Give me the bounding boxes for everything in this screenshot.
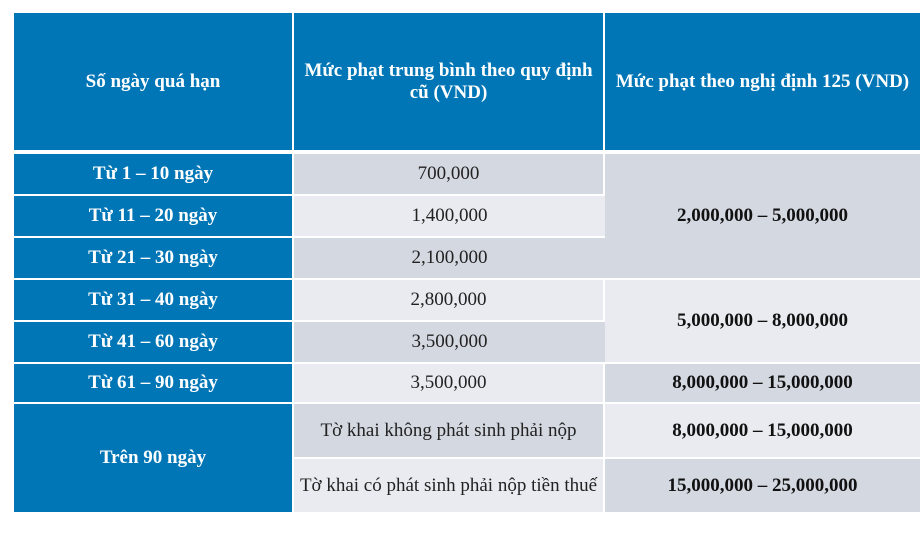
- row-period-label: Từ 61 – 90 ngày: [14, 364, 294, 404]
- header-old-fine: Mức phạt trung bình theo quy định cũ (VND): [294, 13, 605, 154]
- table-row: [14, 364, 920, 404]
- row-period-label: Từ 31 – 40 ngày: [14, 280, 294, 322]
- row-old-fine: 3,500,000: [294, 364, 605, 404]
- over-90-with-tax-new: 15,000,000 – 25,000,000: [605, 459, 920, 514]
- header-days-overdue: Số ngày quá hạn: [14, 13, 294, 154]
- header-new-fine: Mức phạt theo nghị định 125 (VND): [605, 13, 920, 154]
- over-90-no-tax-new: 8,000,000 – 15,000,000: [605, 404, 920, 459]
- row-period-label: Trên 90 ngày: [14, 404, 294, 514]
- row-period-label: Từ 21 – 30 ngày: [14, 238, 294, 280]
- table-row: [14, 404, 920, 459]
- row-old-fine: 2,800,000: [294, 280, 605, 322]
- penalty-comparison-table: [14, 13, 920, 514]
- over-90-no-tax-old: Tờ khai không phát sinh phải nộp: [294, 404, 605, 459]
- row-period-label: Từ 41 – 60 ngày: [14, 322, 294, 364]
- row-old-fine: 3,500,000: [294, 322, 605, 364]
- new-fine-group-31-60: 5,000,000 – 8,000,000: [605, 280, 920, 364]
- new-fine-group-1-30: 2,000,000 – 5,000,000: [605, 154, 920, 280]
- row-old-fine: 700,000: [294, 154, 605, 196]
- over-90-with-tax-old: Tờ khai có phát sinh phải nộp tiền thuế: [294, 459, 605, 514]
- table-header-row: [14, 13, 920, 154]
- new-fine-group-61-90: 8,000,000 – 15,000,000: [605, 364, 920, 404]
- row-period-label: Từ 11 – 20 ngày: [14, 196, 294, 238]
- row-old-fine: 1,400,000: [294, 196, 605, 238]
- row-old-fine: 2,100,000: [294, 238, 605, 280]
- table-row: [14, 280, 920, 322]
- row-period-label: Từ 1 – 10 ngày: [14, 154, 294, 196]
- table-row: [14, 154, 920, 196]
